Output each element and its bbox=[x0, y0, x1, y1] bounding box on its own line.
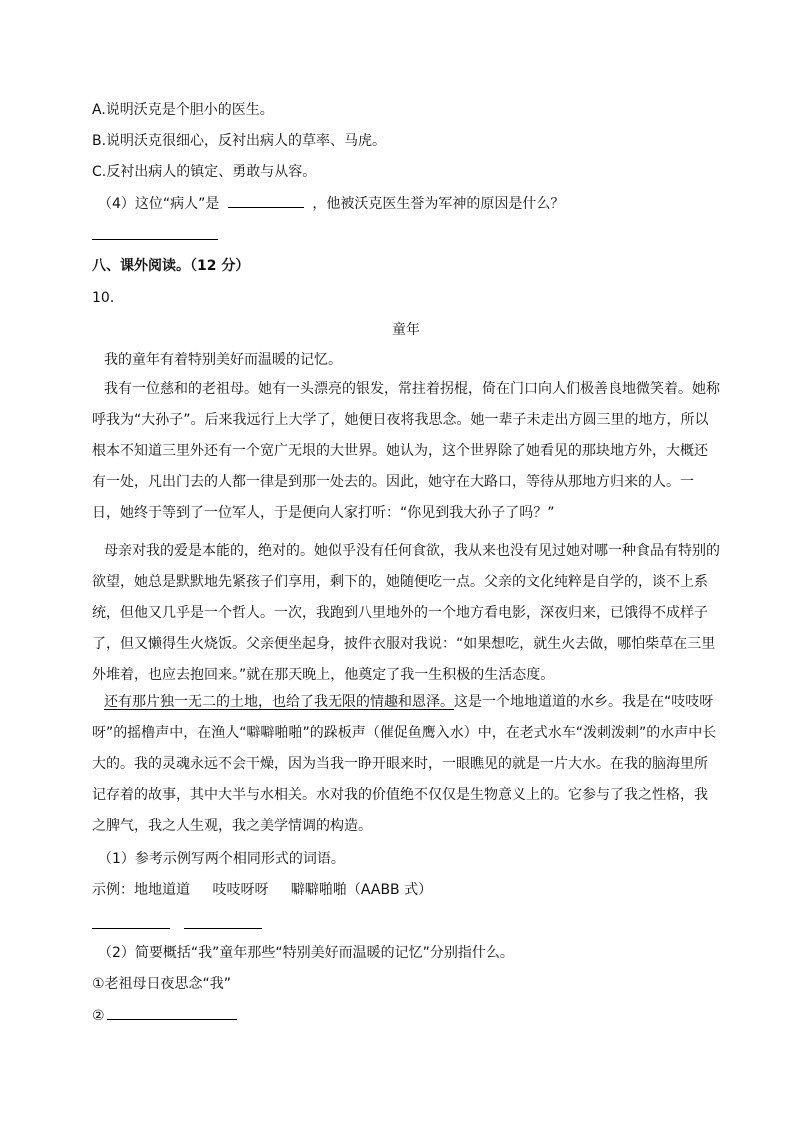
question-4-text-after: ，他被沃克医生誉为军神的原因是什么？ bbox=[312, 196, 565, 212]
question-1-prompt: （1）参考示例写两个相同形式的词语。 bbox=[98, 851, 345, 867]
question-1-example bbox=[92, 880, 432, 900]
answer-blank-4a[interactable] bbox=[228, 193, 304, 208]
passage-title: 童年 bbox=[392, 322, 420, 338]
option-c: C.反衬出病人的镇定、勇敢与从容。 bbox=[92, 164, 317, 180]
question-2-item-1: ①老祖母日夜思念“我” bbox=[92, 976, 232, 992]
example-word-3: 噼噼啪啪（AABB 式） bbox=[290, 882, 433, 898]
answer-blank-1b[interactable] bbox=[184, 928, 262, 929]
item-2-marker: ② bbox=[92, 1008, 105, 1024]
example-label: 示例： bbox=[92, 882, 134, 898]
question-2-item-2 bbox=[92, 1005, 237, 1026]
example-word-1: 地地道道 bbox=[134, 882, 190, 898]
example-word-2: 吱吱呀呀 bbox=[212, 882, 269, 898]
answer-line-4b[interactable] bbox=[92, 239, 218, 240]
option-b: B.说明沃克很细心，反衬出病人的草率、马虎。 bbox=[92, 133, 387, 149]
question-2-prompt: （2）简要概括“我”童年那些“特别美好而温暖的记忆”分别指什么。 bbox=[98, 945, 514, 961]
option-a: A.说明沃克是个胆小的医生。 bbox=[92, 102, 274, 118]
passage-paragraph-1: 我的童年有着特别美好而温暖的记忆。 bbox=[104, 352, 342, 368]
answer-blank-1a[interactable] bbox=[92, 928, 170, 929]
question-4-text-before: （4）这位“病人”是 bbox=[98, 196, 220, 212]
underlined-sentence: 还有那片独一无二的土地，也给了我无限的情趣和恩泽。 bbox=[104, 694, 454, 710]
question-4 bbox=[98, 193, 564, 214]
passage-paragraph-2: 我有一位慈和的老祖母。她有一头漂亮的银发，常拄着拐棍，倚在门口向人们极善良地微笑着。她称呼我为“大孙子”。后来我远行上大学了，她便日夜将我思念。她一辈子未走出方圆三里的地方，所以根本不知道三里外还有一个宽广无垠的大世界。她认为，这个世界除了她看见的那块地方外，大概还有一处，凡出门去的人都一律是到那一处去的。因此，她守在大路口，等待从那地方归来的人。一日，她终于等到了一位军人，于是便向人家打听：“你见到我大孙子了吗？” bbox=[92, 381, 720, 521]
passage-paragraph-3: 母亲对我的爱是本能的，绝对的。她似乎没有任何食欲，我从来也没有见过她对哪一种食品有特别的欲望，她总是默默地先紧孩子们享用，剩下的，她随便吃一点。父亲的文化纯粹是自学的，谈不上系统，但他又几乎是一个哲人。一次，我跑到八里地外的一个地方看电影，深夜归来，已饿得不成样子了，但又懒得生火烧饭。父亲便坐起身，披件衣服对我说：“如果想吃，就生火去做，哪怕柴草在三里外堆着，也应去抱回来。”就在那天晚上，他奠定了我一生积极的生活态度。 bbox=[92, 543, 720, 683]
question-number: 10． bbox=[92, 290, 124, 306]
passage-paragraph-4-rest: 这是一个地地道道的水乡。我是在“吱吱呀呀”的摇橹声中，在渔人“噼噼啪啪”的跺板声（催促鱼鹰入水）中，在老式水车“泼刺泼刺”的水声中长大的。我的灵魂永远不会干燥，因为当我一睁开眼来时，一眼瞧见的就是一片大水。在我的脑海里所记存着的故事，其中大半与水相关。水对我的价值绝不仅仅是生物意义上的。它参与了我之性格，我之脾气，我之人生观，我之美学情调的构造。 bbox=[92, 694, 717, 834]
answer-blank-2[interactable] bbox=[107, 1005, 237, 1020]
passage-paragraph-4 bbox=[92, 687, 720, 842]
section-heading: 八、课外阅读。（12 分） bbox=[92, 258, 250, 274]
